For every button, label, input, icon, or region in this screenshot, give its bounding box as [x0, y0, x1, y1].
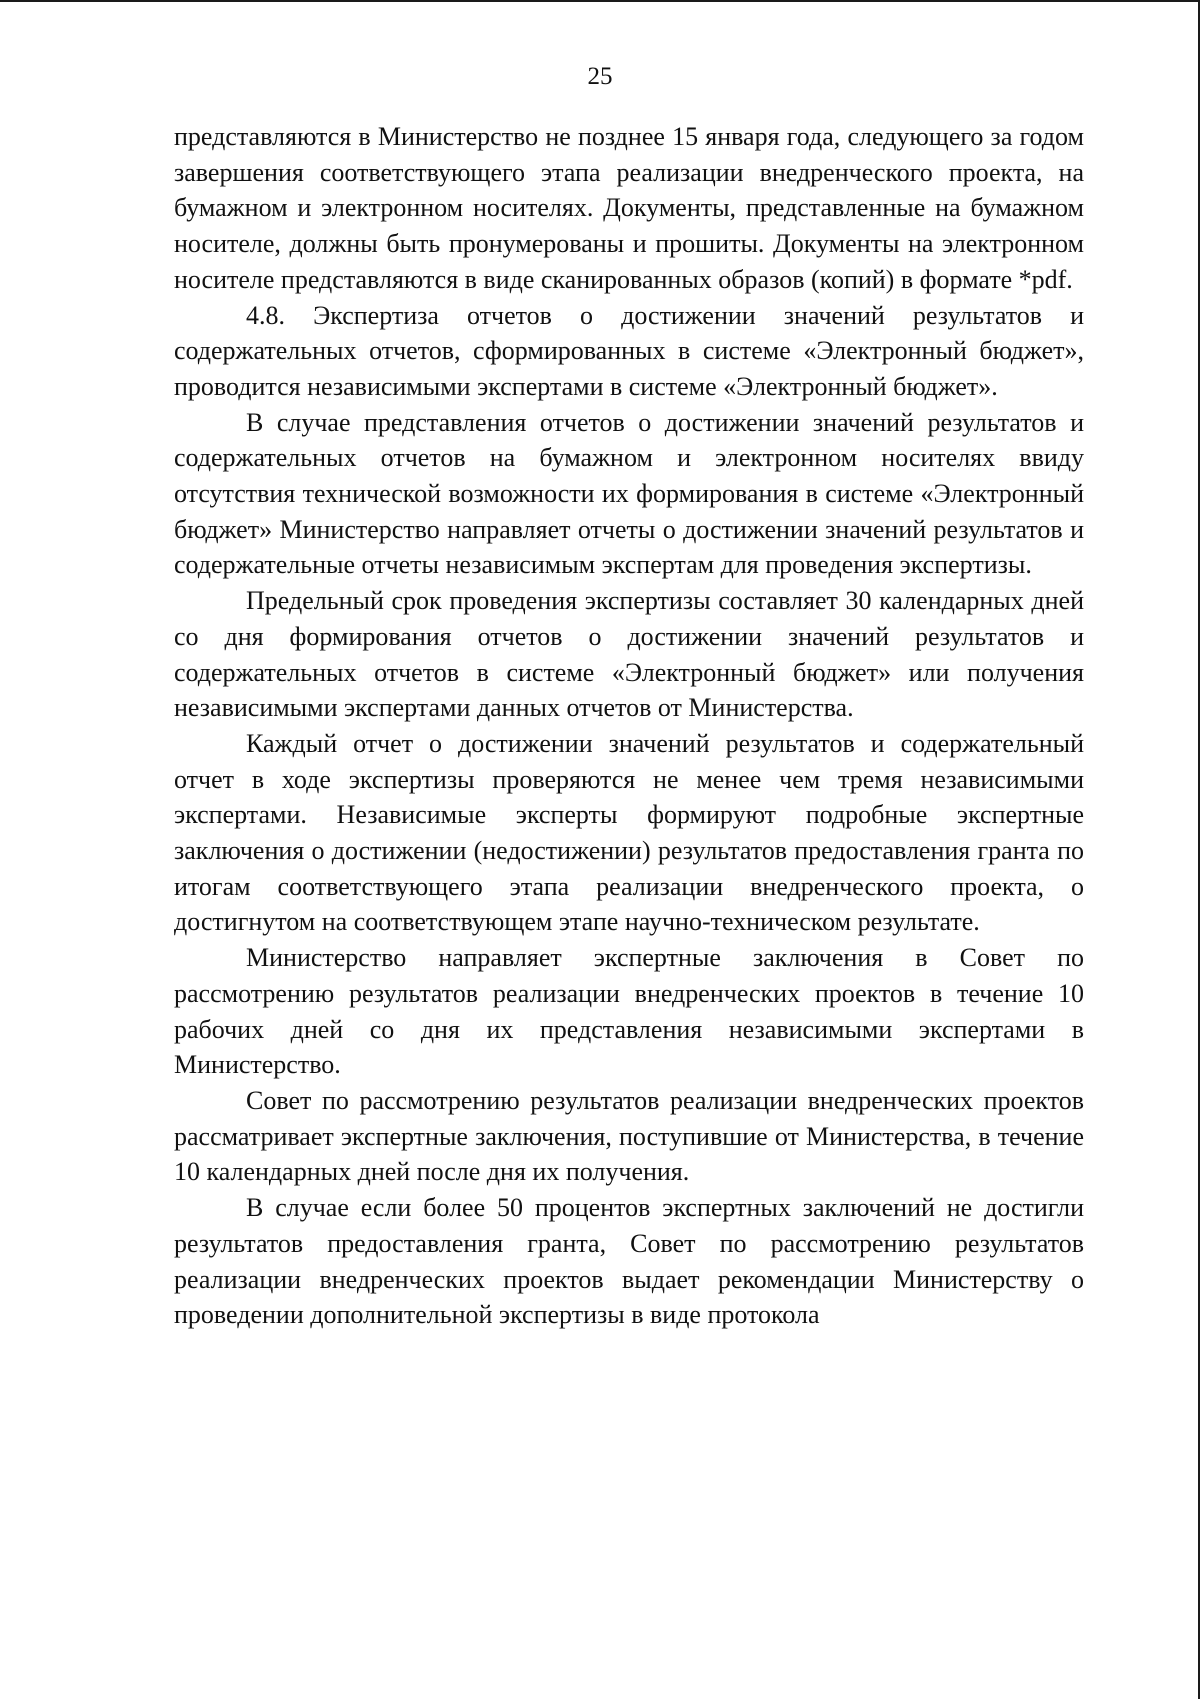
paragraph-expert-review: Каждый отчет о достижении значений результатов и содержательный отчет в ходе экспертизы проверяются не менее чем тремя независимыми экспертами. Независимые эксперты формируют подробные экспертные заключения о достижении (недостижении) результатов предоставления гранта по итогам соответствующего этапа реализации внедренческого проекта, о достигнутом на соответствующем этапе научно-техническом результате.	[174, 728, 1084, 937]
page-number: 25	[587, 63, 613, 90]
paragraph-ministry-forwards: Министерство направляет экспертные заключения в Совет по рассмотрению результатов реализации внедренческих проектов в течение 10 рабочих дней со дня их представления независимыми экспертами в Министерство.	[174, 943, 1084, 1080]
paragraph-additional-expertise: В случае если более 50 процентов экспертных заключений не достигли результатов предоставления гранта, Совет по рассмотрению результатов реализации внедренческих проектов выдает рекомендации Министерству о проведении дополнительной экспертизы в виде протокола	[174, 1193, 1084, 1330]
paragraph-continuation: представляются в Министерство не позднее 15 января года, следующего за годом завершения соответствующего этапа реализации внедренческого проекта, на бумажном и электронном носителях. Документы, представленные на бумажном носителе, должны быть пронумерованы и прошиты. Документы на электронном носителе представляются в виде сканированных образов (копий) в формате *pdf.	[174, 122, 1084, 294]
paragraph-clause-4-8: 4.8. Экспертиза отчетов о достижении значений результатов и содержательных отчетов, сформированных в системе «Электронный бюджет», проводится независимыми экспертами в системе «Электронный бюджет».	[174, 300, 1084, 401]
document-body	[174, 119, 1084, 1333]
paragraph-paper-reports: В случае представления отчетов о достижении значений результатов и содержательных отчетов на бумажном и электронном носителях ввиду отсутствия технической возможности их формирования в системе «Электронный бюджет» Министерство направляет отчеты о достижении значений результатов и содержательные отчеты независимым экспертам для проведения экспертизы.	[174, 407, 1084, 580]
paragraph-expertise-deadline: Предельный срок проведения экспертизы составляет 30 календарных дней со дня формирования отчетов о достижении значений результатов и содержательных отчетов в системе «Электронный бюджет» или получения независимыми экспертами данных отчетов от Министерства.	[174, 586, 1084, 723]
paragraph-council-review: Совет по рассмотрению результатов реализации внедренческих проектов рассматривает экспертные заключения, поступившие от Министерства, в течение 10 календарных дней после дня их получения.	[174, 1085, 1084, 1187]
